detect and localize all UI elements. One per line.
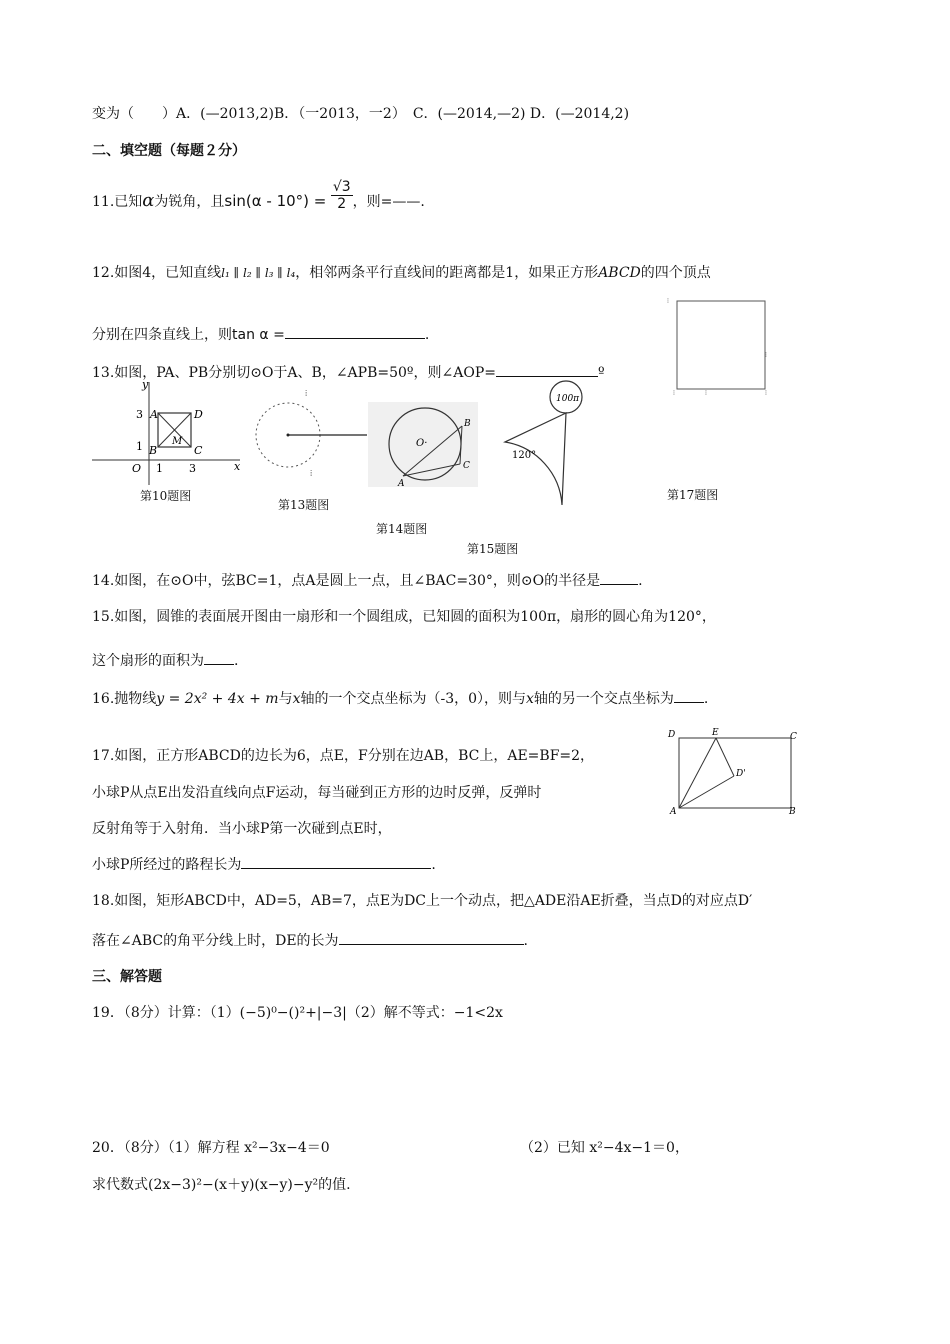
q18-end: . xyxy=(523,933,528,949)
svg-text:A: A xyxy=(150,408,158,421)
q11-fraction xyxy=(331,179,353,212)
svg-text:x: x xyxy=(234,460,241,473)
question-12-line2 xyxy=(92,324,429,344)
svg-text:A: A xyxy=(398,479,405,489)
q14-end: . xyxy=(638,573,643,589)
q11-expr: sin(α - 10°) = xyxy=(224,192,327,210)
fig15-area-label: 100π xyxy=(556,394,580,404)
question-20-part2: （2）已知 x²−4x−1＝0， xyxy=(520,1140,689,1156)
svg-text:O·: O· xyxy=(416,438,428,449)
q18-text: 落在∠ABC的角平分线上时，DE的长为 xyxy=(92,933,339,949)
svg-text:C: C xyxy=(194,444,203,457)
q13-answer-blank xyxy=(496,362,598,377)
svg-text:1: 1 xyxy=(156,462,163,475)
caption-fig10: 第10题图 xyxy=(140,489,192,503)
svg-text:B: B xyxy=(149,444,158,457)
svg-text:C: C xyxy=(790,732,797,742)
question-15-line1: 15.如图，圆锥的表面展开图由一扇形和一个圆组成，已知圆的面积为100π，扇形的圆心角为120°， xyxy=(92,609,716,625)
question-18-line1: 18.如图，矩形ABCD中，AD=5，AB=7，点E为DC上一个动点，把△ADE沿AE折叠，当点D的对应点D′ xyxy=(92,893,753,909)
q17-answer-blank xyxy=(241,854,431,869)
q15-end: . xyxy=(234,653,239,669)
question-15-line2 xyxy=(92,650,238,670)
q12-end: . xyxy=(424,327,430,343)
svg-text:B: B xyxy=(789,807,796,817)
svg-text:⁞: ⁞ xyxy=(310,469,313,478)
question-20-part1: 20．（8分）（1）解方程 x²−3x−4＝0 xyxy=(92,1140,330,1156)
q12-tan: tan α = xyxy=(232,327,285,343)
q17-end: . xyxy=(431,857,436,873)
q11-end: =——. xyxy=(380,194,425,210)
svg-text:D': D' xyxy=(736,769,746,779)
q16-expr: y = 2x² + 4x + m xyxy=(156,691,279,707)
svg-text:⁞: ⁞ xyxy=(305,389,308,398)
question-17-line2: 小球P从点E出发沿直线向点F运动，每当碰到正方形的边时反弹，反弹时 xyxy=(92,785,542,801)
svg-text:M: M xyxy=(172,436,183,447)
q11-den: 2 xyxy=(337,195,347,212)
q18-answer-blank xyxy=(339,930,524,945)
q11-alpha: α xyxy=(142,190,155,211)
question-13 xyxy=(92,362,605,382)
q16-x2: x xyxy=(526,691,534,707)
question-17-line1: 17.如图，正方形ABCD的边长为6，点E，F分别在边AB，BC上，AE=BF=2， xyxy=(92,748,595,764)
section-fill-in-heading: 二、填空题（每题２分） xyxy=(92,143,246,159)
q16-x1: x xyxy=(292,691,301,707)
q15-answer-blank xyxy=(204,650,234,665)
question-17-line4 xyxy=(92,854,436,874)
q12-text-a: 12.如图4，已知直线 xyxy=(92,265,222,281)
q11-pre: 11.已知 xyxy=(92,194,143,210)
question-16 xyxy=(92,688,708,708)
q12-parallel-lines: l₁ ∥ l₂ ∥ l₃ ∥ l₄ xyxy=(221,266,296,280)
q12-abcd: ABCD xyxy=(598,265,641,281)
question-17-line3: 反射角等于入射角．当小球P第一次碰到点E时， xyxy=(92,821,392,837)
question-18-line2 xyxy=(92,930,528,950)
caption-fig17: 第17题图 xyxy=(667,488,719,502)
q16-dot: . xyxy=(703,691,709,707)
svg-text:E: E xyxy=(712,728,719,738)
q14-answer-blank xyxy=(600,570,638,585)
svg-text:⁞: ⁞ xyxy=(705,389,707,397)
svg-text:C: C xyxy=(463,461,470,471)
fig15-angle-label: 120° xyxy=(512,450,537,461)
question-19: 19．（8分）计算：（1）(−5)⁰−()²+|−3|（2）解不等式：−1<2x xyxy=(92,1005,503,1021)
q15-text: 这个扇形的面积为 xyxy=(92,653,204,669)
svg-text:⁞: ⁞ xyxy=(673,389,675,397)
svg-text:3: 3 xyxy=(136,408,143,421)
svg-text:D: D xyxy=(668,730,676,740)
svg-text:O: O xyxy=(132,462,142,475)
q16-pre: 16.抛物线 xyxy=(92,691,157,707)
svg-text:D: D xyxy=(194,408,203,421)
figure-18-rectangle-fold xyxy=(668,728,803,816)
q16-answer-blank xyxy=(674,688,704,703)
q12-answer-blank xyxy=(285,324,425,339)
svg-text:⁞: ⁞ xyxy=(765,351,767,359)
q13-end: º xyxy=(597,365,605,381)
question-20-line2: 求代数式(2x−3)²−(x＋y)(x−y)−y²的值. xyxy=(92,1177,351,1193)
q11-post: ，则 xyxy=(352,194,381,210)
section-solutions-heading: 三、解答题 xyxy=(92,969,162,985)
question-11 xyxy=(92,178,425,212)
q10-tail-text: 变为（ ）A．(—2013,2)B．（一2013，一2） C．(—2014,—2) D．(—2014,2) xyxy=(92,106,630,122)
caption-fig13: 第13题图 xyxy=(278,498,330,512)
svg-text:B: B xyxy=(464,419,471,429)
q16-mid2: 轴的一个交点坐标为（-3，0），则与 xyxy=(300,691,527,707)
figure-17-square xyxy=(665,295,775,395)
q12-text-d: 分别在四条直线上，则 xyxy=(92,327,232,343)
q12-text-c: 的四个顶点 xyxy=(640,265,711,281)
caption-fig14: 第14题图 xyxy=(376,522,428,536)
q17-text: 小球P所经过的路程长为 xyxy=(92,857,242,873)
svg-text:3: 3 xyxy=(189,462,196,475)
figure-13-tangent-circle xyxy=(255,388,380,478)
svg-text:1: 1 xyxy=(136,440,143,453)
q11-num: √3 xyxy=(332,178,351,195)
q11-mid: 为锐角，且 xyxy=(154,194,225,210)
q14-text: 14.如图，在⊙O中，弦BC=1，点A是圆上一点，且∠BAC=30°，则⊙O的半径是 xyxy=(92,573,601,589)
question-12-line1 xyxy=(92,262,711,282)
figure-14-circle xyxy=(368,402,478,487)
svg-text:A: A xyxy=(670,807,677,817)
q16-end-text: 轴的另一个交点坐标为 xyxy=(533,691,674,707)
q13-text: 13.如图，PA、PB分别切⊙O于A、B，∠APB=50º，则∠AOP= xyxy=(92,365,496,381)
svg-text:⁞: ⁞ xyxy=(765,389,767,397)
fig10-label: y xyxy=(142,378,149,391)
q12-text-b: ，相邻两条平行直线间的距离都是1，如果正方形 xyxy=(295,265,599,281)
q16-mid: 与 xyxy=(278,691,293,707)
figure-15-cone-net xyxy=(500,380,590,510)
svg-text:⁞: ⁞ xyxy=(667,297,669,305)
caption-fig15: 第15题图 xyxy=(467,542,519,556)
question-14 xyxy=(92,570,643,590)
figure-10-coordinate-plane xyxy=(92,380,242,490)
